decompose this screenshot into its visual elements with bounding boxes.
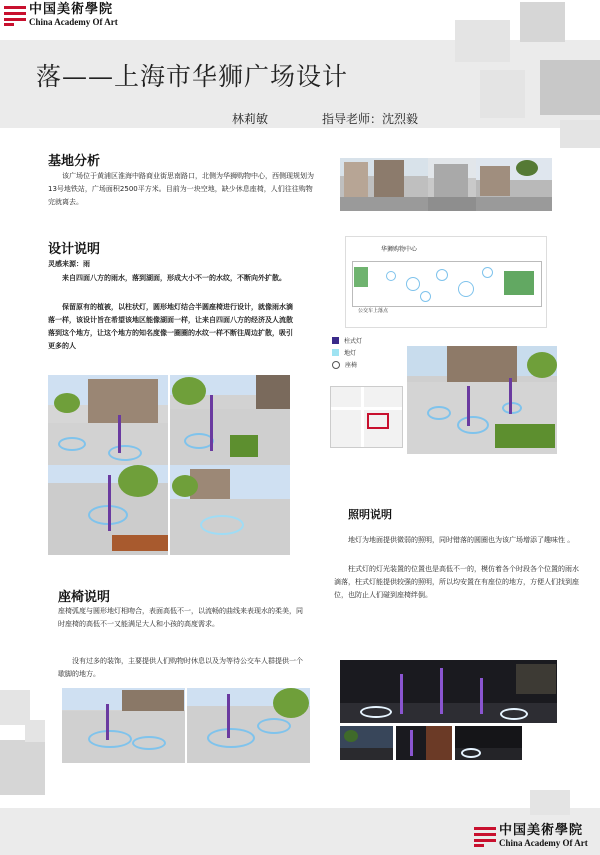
- brand-name-cn: 中国美術學院: [499, 823, 584, 838]
- legend-item-pole-light: [332, 336, 362, 345]
- render-main: [407, 346, 557, 454]
- lighting-paragraph-1: 地灯为地面提供微弱的照明，同时错落的圆圈也为该广场增添了趣味性 。: [348, 536, 575, 544]
- deco-square: [455, 20, 510, 62]
- design-heading: 设计说明: [48, 242, 101, 257]
- render-left-3: [48, 465, 168, 555]
- site-analysis-text: 该广场位于黄浦区淮海中路商业街思南路口，北侧为华狮购物中心，西侧现规划为13号地铁站，广场面积2500平方米。目前为一块空地，缺少休息座椅，人们往往购物完就离去。: [48, 172, 314, 206]
- seating-heading: 座椅说明: [58, 590, 111, 605]
- plan-label-top: 华狮购物中心: [381, 246, 418, 253]
- seating-paragraph-2: 没有过多的装饰，主要提供人们购物时休息以及为等待公交车人群提供一个歇脚的地方。: [58, 657, 303, 678]
- brand-name-en: China Academy Of Art: [499, 838, 588, 848]
- design-paragraph-2: 保留原有的植被，以柱状灯，圆形地灯结合半圆座椅进行设计，就像雨水滴落一样，该设计旨在希望该地区能像湖面一样，让来自四面八方的经济及人流散落到这个地方，让这个地方的知名度像一圈圈的水纹一样不断往周边扩散，吸引更多的人: [48, 303, 293, 350]
- page-title: 落——上海市华狮广场设计: [36, 62, 349, 91]
- render-left-1: [48, 375, 168, 465]
- lighting-paragraph-2: 柱式灯的灯光装置的位置也是高低不一的，模仿着各个时段各个位置的雨水滴落，柱式灯能提供较强的照明，所以均安置在有座位的地方，方便人们找到座位，也防止人们碰到座椅绊倒。: [334, 565, 579, 599]
- site-photo-1: [340, 158, 428, 211]
- seating-render-2: [187, 688, 310, 763]
- legend-swatch: [332, 361, 340, 369]
- legend-swatch: [332, 349, 339, 356]
- deco-square: [25, 720, 45, 742]
- site-plan: [345, 236, 547, 328]
- advisor-name: 指导老师：沈烈毅: [322, 112, 419, 126]
- seating-render-1: [62, 688, 185, 763]
- deco-square: [540, 60, 600, 115]
- brand-name-en: China Academy Of Art: [29, 17, 118, 27]
- legend-item-seat: [332, 360, 357, 369]
- render-left-2: [170, 375, 290, 465]
- deco-square: [530, 790, 570, 815]
- brand-mark-icon: [4, 4, 26, 26]
- seating-paragraph-1: 座椅弧度与圆形地灯相吻合，表面高低不一，以流畅的曲线来表现水的柔美，同时座椅的高低不一又能满足大人和小孩的高度需求。: [58, 607, 303, 628]
- deco-square: [480, 70, 525, 118]
- brand-name-cn: 中国美術學院: [29, 2, 114, 17]
- night-render-4: [455, 726, 522, 760]
- site-analysis-heading: 基地分析: [48, 154, 101, 169]
- render-left-4: [170, 465, 290, 555]
- night-render-main: [340, 660, 557, 723]
- legend-swatch: [332, 337, 339, 344]
- brand-logo-footer: [474, 824, 588, 848]
- night-render-2: [340, 726, 393, 760]
- design-paragraph-1: 来自四面八方的雨水，落到湖面，形成大小不一的水纹，不断向外扩散。: [62, 274, 286, 282]
- legend-label: 座椅: [345, 362, 358, 369]
- location-map: [330, 386, 403, 448]
- night-render-3: [396, 726, 452, 760]
- deco-square: [520, 2, 565, 42]
- site-photo-2: [428, 158, 476, 211]
- author-name: 林莉敏: [232, 112, 269, 126]
- lighting-heading: 照明说明: [348, 508, 392, 521]
- design-inspiration: 灵感来源：雨: [48, 260, 90, 268]
- deco-square: [560, 120, 600, 148]
- brand-logo: [4, 3, 118, 27]
- site-photo-3: [476, 158, 552, 211]
- brand-mark-icon: [474, 825, 496, 847]
- legend-item-ground-light: [332, 348, 356, 357]
- deco-square: [0, 740, 45, 795]
- legend-label: 地灯: [344, 350, 357, 357]
- legend-label: 柱式灯: [344, 338, 363, 345]
- plan-label-bottom: 公交车上落点: [358, 308, 389, 314]
